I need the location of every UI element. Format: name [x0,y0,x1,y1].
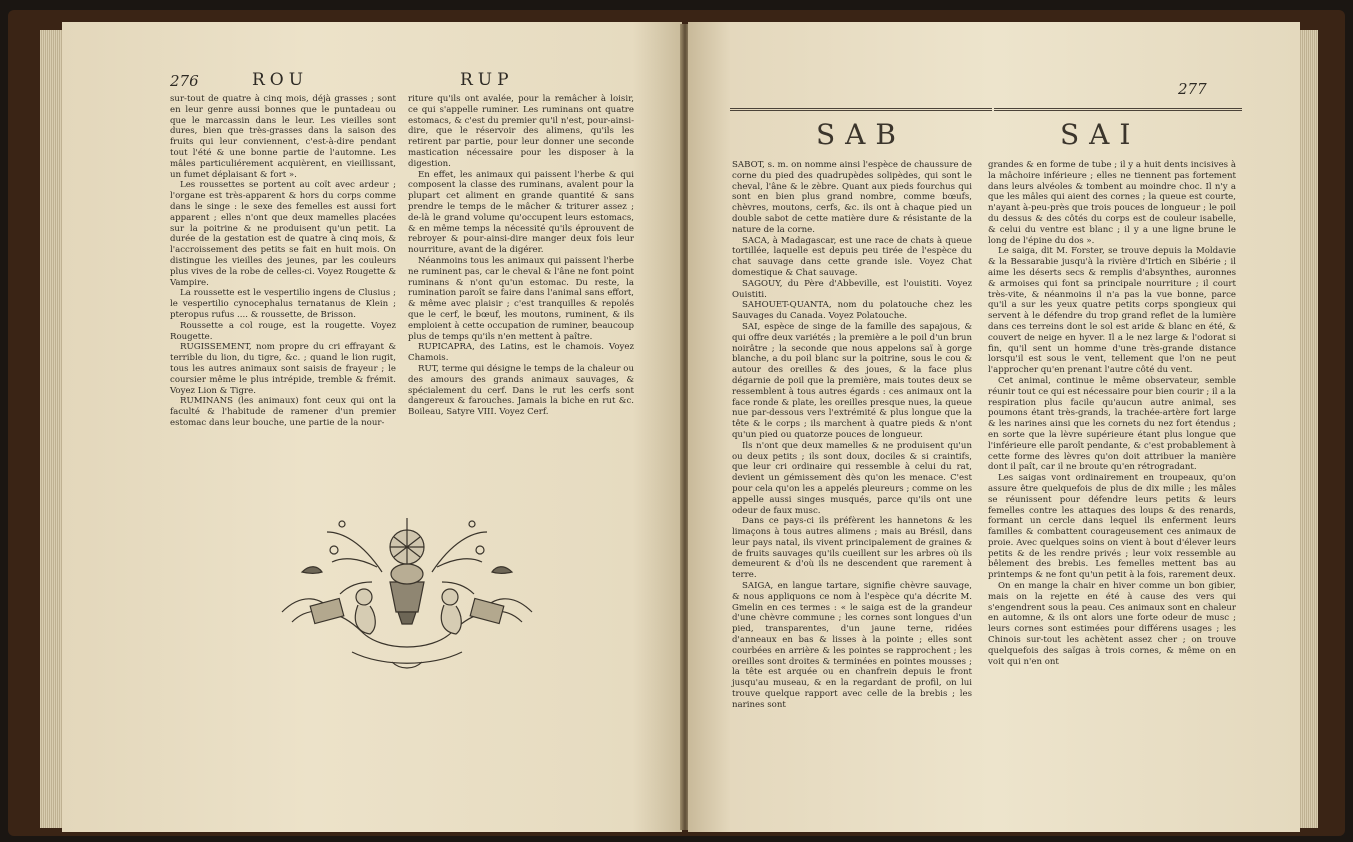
paragraph: RUT, terme qui désigne le temps de la chaleur ou des amours des grands animaux sauvages, & spécialement du cerf. Dans le rut les cerfs sont dangereux & farouches. Jamais la biche en rut &c. Boileau, Satyre VIII. Voyez Cerf. [408,363,634,418]
paragraph: grandes & en forme de tube ; il y a huit dents incisives à la mâchoire inférieure ; elles ne tiennent pas fortement dans leurs alvéoles & tombent au moindre choc. Il n'y a que les mâles qui aient des cornes ; la queue est courte, n'ayant à-peu-près que trois pouces de longueur ; le poil du dessus & des côtés du corps est de couleur isabelle, & celui du ventre est blanc ; il y a une ligne brune le long de l'épine du dos ». [988,160,1236,246]
right-page [688,22,1300,832]
left-column-1 [170,94,396,454]
paragraph: On en mange la chair en hiver comme un bon gibier, mais on la rejette en été à cause des vers qui s'engendrent sous la peau. Ces animaux sont en chaleur en automne, & ils ont alors une forte odeur de musc ; leurs cornes sont estimées pour différens usages ; les Chinois sur-tout les achètent assez cher ; on trouve quelquefois des saïgas à trois cornes, & même on en voit qui n'en ont [988,581,1236,667]
paragraph: Dans ce pays-ci ils préfèrent les hannetons & les limaçons à tous autres alimens ; mais au Brésil, dans leur pays natal, ils vivent principalement de graines & de fruits sauvages qu'ils cueillent sur les arbres où ils demeurent & d'où ils ne descendent que rarement à terre. [732,516,972,581]
paragraph: SAI, espèce de singe de la famille des sapajous, & qui offre deux variétés ; la première a le poil d'un brun noirâtre ; la seconde que nous appelons saï à gorge blanche, a du poil blanc sur la poitrine, sous le cou & autour des oreilles & des joues, & la face plus dégarnie de poil que la première, mais toutes deux se ressemblent à tous autres égards : ces animaux ont la face ronde & plate, les oreilles presque nues, la queue nue par-dessous vers l'extrémité & plus longue que la tête & le corps ; ils marchent à quatre pieds & n'ont qu'un pied ou quatorze pouces de longueur. [732,321,972,440]
paragraph: sur-tout de quatre à cinq mois, déjà grasses ; sont en leur genre aussi bonnes que le puntadeau ou que le marcassin dans le leur. Les vieilles sont dures, bien que très-grasses dans la saison des fruits qui leur conviennent, c'est-à-dire pendant tout l'été & une bonne partie de l'automne. Les mâles particuliérement acquièrent, en vieillissant, un fumet déplaisant & fort ». [170,94,396,180]
paragraph: SAHOUET-QUANTA, nom du polatouche chez les Sauvages du Canada. Voyez Polatouche. [732,300,972,322]
page-edges-right [1298,30,1318,828]
paragraph: Ils n'ont que deux mamelles & ne produisent qu'un ou deux petits ; ils sont doux, dociles & si craintifs, que leur cri ordinaire qui ressemble à celui du rat, devient un gémissement dès qu'on les menace. C'est pour cela qu'on les a appelés pleureurs ; comme on les appelle aussi singes musqués, parce qu'ils ont une odeur de faux musc. [732,440,972,516]
paragraph: Cet animal, continue le même observateur, semble réunir tout ce qui est nécessaire pour bien courir ; il a la respiration plus facile qu'aucun autre animal, ses poumons étant très-grands, la trachée-artère fort large & les narines ainsi que les cornets du nez fort étendus ; en sorte que la lèvre supérieure étant plus longue que l'inférieure elle paroît pendante, & c'est probablement à cette forme des lèvres qu'on doit attribuer la manière dont il paît, car il ne broute qu'en rétrogradant. [988,375,1236,473]
running-head-rup: RUP [460,70,514,90]
paragraph: Néanmoins tous les animaux qui paissent l'herbe ne ruminent pas, car le cheval & l'âne ne font point ruminans & n'ont qu'un estomac. Du reste, la rumination paroît se faire dans l'animal sans effort, & même avec plaisir ; c'est tranquilles & repolés que le cerf, le bœuf, les moutons, ruminent, & ils emploient à cette occupation de ruminer, beaucoup plus de temps qu'ils n'en mettent à paître. [408,255,634,342]
paragraph: RUPICAPRA, des Latins, est le chamois. Voyez Chamois. [408,342,634,364]
header-rule-left [730,108,992,111]
right-column-2 [988,160,1236,832]
header-rule-right [994,108,1242,111]
paragraph: RUGISSEMENT, nom propre du cri effrayant & terrible du lion, du tigre, &c. ; quand le lion rugit, tous les autres animaux sont saisis de frayeur ; le coursier même le plus intrépide, tremble & frémit. Voyez Lion & Tigre. [170,342,396,396]
left-page [62,22,682,832]
paragraph: SABOT, s. m. on nomme ainsi l'espèce de chaussure de corne du pied des quadrupèdes solipèdes, qui sont le cheval, l'âne & le zèbre. Quant aux pieds fourchus qui sont en bien plus grand nombre, comme bœufs, chèvres, moutons, cerfs, &c. ils ont à chaque pied un double sabot de cette matière dure & résistante de la nature de la corne. [732,160,972,235]
left-page-header [62,72,682,96]
paragraph: Roussette a col rouge, est la rougette. Voyez Rougette. [170,320,396,342]
paragraph: La roussette est le vespertilio ingens de Clusius ; le vespertilio cynocephalus ternatanus de Klein ; pteropus rufus .... & roussette, de Brisson. [170,288,396,320]
paragraph: Les roussettes se portent au coït avec ardeur ; l'organe est très-apparent & hors du corps comme dans le singe : le sexe des femelles est aussi fort apparent ; elles n'ont que deux mamelles placées sur la poitrine & ne produisent qu'un petit. La durée de la gestation est de quatre à cinq mois, & l'accroissement des petits se fait en huit mois. On distingue les vieilles des jeunes, par les couleurs plus vives de la robe de celles-ci. Voyez Rougette & Vampire. [170,180,396,288]
paragraph: RUMINANS (les animaux) font ceux qui ont la faculté & l'habitude de ramener d'un premier estomac dans leur bouche, une partie de la nour- [170,396,396,428]
left-column-2 [408,94,634,418]
paragraph: SAGOUY, du Père d'Abbeville, est l'ouistiti. Voyez Ouistiti. [732,278,972,300]
paragraph: Les saigas vont ordinairement en troupeaux, qu'on assure être quelquefois de plus de dix mille ; les mâles se réunissent pour défendre leurs petits & leurs femelles contre les attaques des loups & des renards, formant un cercle dans lequel ils enferment leurs familles & combattent courageusement ces animaux de proie. Avec quelques soins on vient à bout d'élever leurs petits & de les rendre privés ; leur voix ressemble au bêlement des brebis. Les femelles mettent bas au printemps & ne font qu'un petit à la fois, rarement deux. [988,473,1236,581]
page-number-right: 277 [1178,80,1207,98]
running-head-rou: ROU [252,70,309,90]
page-edges-left [40,30,64,828]
paragraph: SACA, à Madagascar, est une race de chats à queue tortillée, laquelle est depuis peu tirée de l'espèce du chat sauvage dans cette grande isle. Voyez Chat domestique & Chat sauvage. [732,235,972,278]
section-head-sai: SAI [1060,118,1141,151]
paragraph: En effet, les animaux qui paissent l'herbe & qui composent la classe des ruminans, avalent pour la plupart cet aliment en grande quantité & sans prendre le temps de le mâcher & triturer assez ; de-là le grand volume qu'occupent leurs estomacs, & en même temps la nécessité qu'ils éprouvent de rebroyer & pour-ainsi-dire manger deux fois leur nourriture, avant de la digérer. [408,169,634,256]
paragraph: Le saiga, dit M. Forster, se trouve depuis la Moldavie & la Bessarabie jusqu'à la rivière d'Irtich en Sibérie ; il aime les déserts secs & remplis d'absynthes, auronnes & armoises qui font sa principale nourriture ; il court très-vite, & néanmoins il n'a pas la vue bonne, parce qu'il a sur les yeux quatre petits corps spongieux qui servent à le défendre du trop grand reflet de la lumière dans ces terreins dont le sol est aride & blanc en été, & couvert de neige en hyver. Il a le nez large & l'odorat si fin, qu'il sent un homme d'une très-grande distance lorsqu'il est sous le vent, tellement que l'on ne peut l'approcher qu'en prenant l'autre côté du vent. [988,246,1236,376]
ornament-cherubs-vignette [272,502,542,672]
section-head-sab: SAB [816,118,906,151]
paragraph: riture qu'ils ont avalée, pour la remâcher à loisir, ce qui s'appelle ruminer. Les ruminans ont quatre estomacs, & c'est du premier qu'il n'est, pour-ainsi-dire, que le réservoir des alimens, qu'ils les retirent par partie, pour leur donner une seconde mastication nécessaire pour les disposer à la digestion. [408,94,634,169]
right-column-1 [732,160,972,832]
page-number-left: 276 [170,72,199,90]
paragraph: SAIGA, en langue tartare, signifie chèvre sauvage, & nous appliquons ce nom à l'espèce qu'a décrite M. Gmelin en ces termes : « le saiga est de la grandeur d'une chèvre commune ; les cornes sont longues d'un pied, transparentes, d'un jaune terne, ridées d'anneaux en bas & lisses à la pointe ; elles sont courbées en arrière & les pointes se rapprochent ; les oreilles sont droites & terminées en pointes mousses ; la tête est arquée ou en chanfrein depuis le front jusqu'au museau, & en la regardant de profil, on lui trouve quelque rapport avec celle de la brebis ; les narines sont [732,581,972,710]
